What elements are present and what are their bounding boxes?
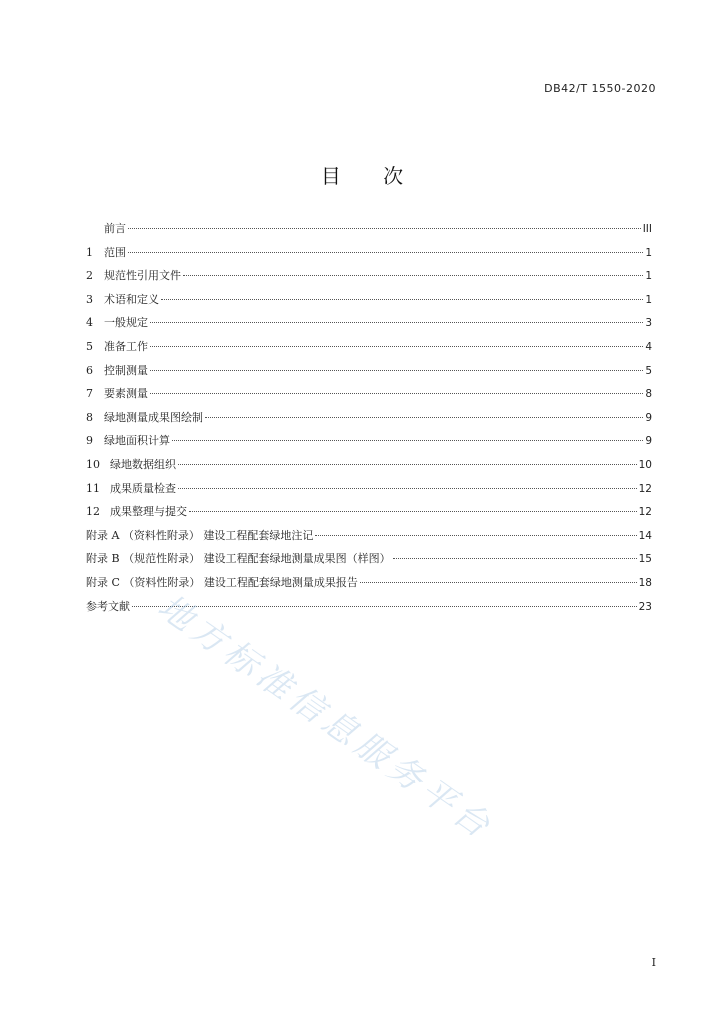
toc-leader-dots (128, 252, 643, 253)
toc-entry-page: 14 (638, 529, 652, 542)
toc-entry-number: 3 (86, 292, 93, 306)
toc-entry-number: 7 (86, 387, 93, 401)
toc-entry-text: 规范性引用文件 (104, 269, 181, 283)
toc-entry[interactable] (86, 385, 652, 409)
toc-entry-number: 11 (86, 481, 100, 495)
toc-entry-page: 8 (645, 388, 652, 401)
toc-leader-dots (150, 370, 643, 371)
toc-entry-text: 一般规定 (104, 316, 148, 330)
toc-leader-dots (161, 299, 643, 300)
toc-leader-dots (205, 417, 643, 418)
toc-entry[interactable] (86, 244, 652, 268)
toc-leader-dots (178, 488, 637, 489)
toc-entry-text: 要素测量 (104, 387, 148, 401)
toc-entry-label (86, 338, 148, 354)
toc-leader-dots (189, 511, 637, 512)
toc-entry-page: 4 (645, 340, 652, 353)
page-number: I (651, 956, 656, 969)
toc-entry-page: 1 (645, 293, 652, 306)
toc-entry-label (86, 362, 148, 378)
toc-leader-dots (150, 393, 643, 394)
toc-entry-label: 参考文献 (86, 599, 130, 613)
toc-entry-page: 3 (645, 317, 652, 330)
toc-entry-text: 绿地面积计算 (104, 434, 170, 448)
toc-entry[interactable] (86, 338, 652, 362)
toc-entry-number: 4 (86, 316, 93, 330)
toc-entry-text: 绿地测量成果图绘制 (104, 410, 203, 424)
toc-entry[interactable] (86, 432, 652, 456)
toc-entry-text: 成果质量检查 (110, 481, 176, 495)
toc-entry-label (86, 314, 148, 330)
toc-entry[interactable] (86, 480, 652, 504)
toc-entry-appendix-a[interactable] (86, 527, 652, 551)
toc-leader-dots (150, 346, 643, 347)
toc-entry-page: 1 (645, 246, 652, 259)
toc-entry-page: III (642, 223, 652, 235)
toc-entry-number: 8 (86, 410, 93, 424)
toc-entry-page: 10 (638, 458, 652, 471)
toc-entry-label (86, 409, 203, 425)
toc-entry-page: 9 (645, 411, 652, 424)
toc-leader-dots (183, 275, 643, 276)
toc-entry-text: 准备工作 (104, 339, 148, 353)
toc-entry-label (86, 456, 176, 472)
toc-entry-text: 成果整理与提交 (110, 505, 187, 519)
toc-entry[interactable] (86, 409, 652, 433)
toc-entry-label (86, 385, 148, 401)
toc-entry[interactable] (86, 503, 652, 527)
toc-entry-number: 9 (86, 434, 93, 448)
toc-leader-dots (172, 440, 643, 441)
toc-entry-page: 5 (645, 364, 652, 377)
toc-entry-label (86, 432, 170, 448)
watermark-text: 地方标准信息服务平台 (150, 586, 502, 849)
toc-entry[interactable] (86, 362, 652, 386)
toc-leader-dots (128, 228, 641, 229)
toc-leader-dots (150, 322, 643, 323)
toc-entry-page: 12 (638, 506, 652, 519)
toc-entry-label (86, 244, 126, 260)
toc-entry-page: 1 (645, 270, 652, 283)
toc-entry-number: 6 (86, 363, 93, 377)
toc-entry-label (86, 291, 159, 307)
page-title: 目 次 (320, 164, 422, 188)
toc-entry-page: 12 (638, 482, 652, 495)
toc-entry-appendix-b[interactable] (86, 550, 652, 574)
document-code: DB42/T 1550-2020 (544, 82, 656, 95)
toc-entry-page: 18 (638, 576, 652, 589)
toc-leader-dots (360, 582, 637, 583)
toc-entry-number: 1 (86, 245, 93, 259)
toc-leader-dots (393, 558, 637, 559)
toc-entry-label (86, 480, 176, 496)
toc-leader-dots (178, 464, 637, 465)
toc-entry-number: 12 (86, 505, 100, 519)
toc-entry-page: 15 (638, 553, 652, 566)
toc-entry[interactable] (86, 220, 652, 244)
toc-entry[interactable] (86, 291, 652, 315)
toc-entry-page: 9 (645, 435, 652, 448)
toc-entry-label: 附录 C （资料性附录） 建设工程配套绿地测量成果报告 (86, 575, 358, 589)
toc-leader-dots (315, 535, 636, 536)
toc-entry-number: 10 (86, 457, 100, 471)
toc-entry-number: 2 (86, 269, 93, 283)
toc-entry-label (86, 267, 181, 283)
toc-entry-label: 附录 B （规范性附录） 建设工程配套绿地测量成果图（样图） (86, 552, 391, 566)
toc-entry-text: 前言 (104, 222, 126, 235)
table-of-contents (86, 220, 652, 621)
toc-entry-number: 5 (86, 339, 93, 353)
toc-entry-text: 范围 (104, 245, 126, 259)
toc-entry-text: 术语和定义 (104, 292, 159, 306)
toc-entry-text: 绿地数据组织 (110, 457, 176, 471)
toc-entry[interactable] (86, 314, 652, 338)
toc-entry-label (86, 220, 126, 236)
toc-entry-text: 控制测量 (104, 363, 148, 377)
toc-entry[interactable] (86, 267, 652, 291)
toc-entry-label: 附录 A （资料性附录） 建设工程配套绿地注记 (86, 528, 314, 542)
toc-entry[interactable] (86, 456, 652, 480)
toc-entry-label (86, 503, 187, 519)
toc-entry-page: 23 (638, 600, 652, 613)
